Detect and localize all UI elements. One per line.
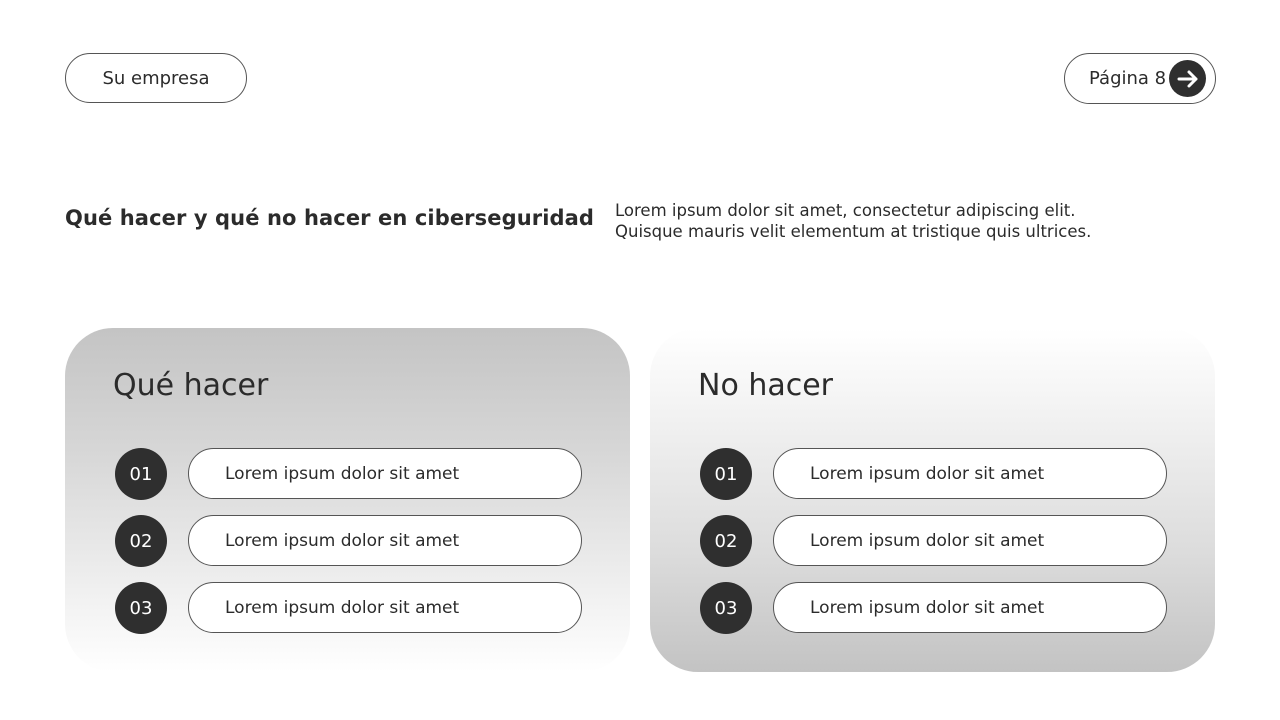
company-label: Su empresa: [102, 67, 210, 89]
page-indicator: [1064, 53, 1216, 104]
item-number-badge: 02: [115, 515, 167, 567]
do-card-title: Qué hacer: [113, 368, 269, 403]
page-title: Qué hacer y qué no hacer en ciberseguridad: [65, 206, 595, 230]
item-text-pill: Lorem ipsum dolor sit amet: [773, 515, 1167, 566]
dont-list-item: [700, 448, 1167, 500]
do-list-item: [115, 515, 582, 567]
item-number-badge: 03: [700, 582, 752, 634]
item-text-pill: Lorem ipsum dolor sit amet: [773, 448, 1167, 499]
dont-card: [650, 328, 1215, 672]
do-list-item: [115, 582, 582, 634]
do-card: [65, 328, 630, 672]
arrow-right-icon[interactable]: [1169, 60, 1206, 97]
item-number-badge: 01: [115, 448, 167, 500]
item-text-pill: Lorem ipsum dolor sit amet: [188, 515, 582, 566]
item-text-pill: Lorem ipsum dolor sit amet: [773, 582, 1167, 633]
intro-description: [615, 200, 1175, 242]
item-number-badge: 02: [700, 515, 752, 567]
dont-card-title: No hacer: [698, 368, 834, 403]
item-number-badge: 01: [700, 448, 752, 500]
company-pill: [65, 53, 247, 103]
dont-list-item: [700, 515, 1167, 567]
page-label: Página 8: [1089, 68, 1167, 89]
do-list-item: [115, 448, 582, 500]
item-text-pill: Lorem ipsum dolor sit amet: [188, 448, 582, 499]
dont-list-item: [700, 582, 1167, 634]
item-number-badge: 03: [115, 582, 167, 634]
description-line: Lorem ipsum dolor sit amet, consectetur adipiscing elit.: [615, 201, 1076, 220]
description-line: Quisque mauris velit elementum at tristique quis ultrices.: [615, 222, 1092, 241]
item-text-pill: Lorem ipsum dolor sit amet: [188, 582, 582, 633]
